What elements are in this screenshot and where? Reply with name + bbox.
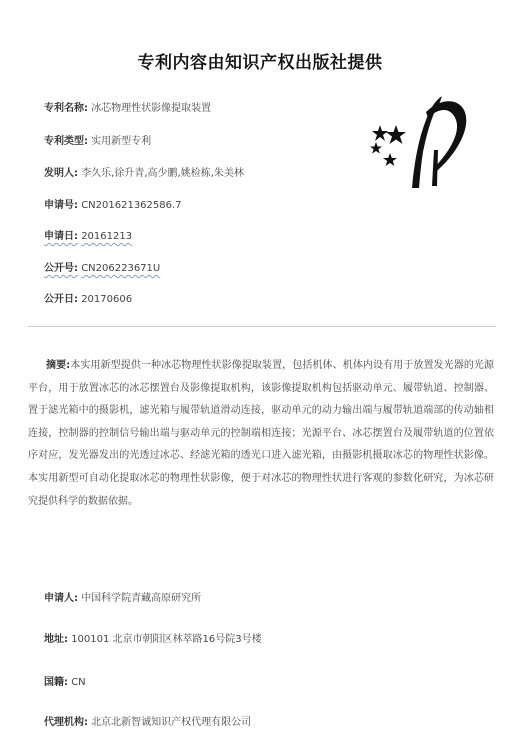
star-icon	[383, 153, 397, 166]
abstract-text: 本实用新型提供一种冰芯物理性状影像提取装置，包括机体、机体内设有用于放置发光器的光源平台，用于放置冰芯的冰芯摆置台及影像提取机构，该影像提取机构包括驱动单元、履带轨道、控制器、置于滤光箱中的摄影机，滤光箱与履带轨道滑动连接，驱动单元的动力输出端与履带轨道端部的传动轴相连接，控制器的控制信号输出端与驱动单元的控制端相连接；光源平台、冰芯摆置台及履带轨道的位置依序对应，发光器发出的光透过冰芯、经滤光箱的透光口进入滤光箱，由摄影机摄取冰芯的物理性状影像。本实用新型可自动化提取冰芯的物理性状影像，便于对冰芯的物理性状进行客观的参数化研究，为冰芯研究提供科学的数据依据。	[28, 360, 495, 507]
field-value: 李久乐,徐升青,高少鹏,姚检栋,朱美林	[81, 168, 244, 179]
field-label: 专利类型:	[44, 136, 88, 147]
field-agency	[44, 716, 251, 730]
field-patent-type	[44, 135, 151, 149]
field-value: 20170606	[81, 294, 133, 305]
field-value: 20161213	[81, 231, 133, 242]
field-label: 公开号:	[44, 263, 78, 274]
star-icon	[386, 125, 406, 144]
field-value: 实用新型专利	[91, 136, 152, 147]
field-nationality	[44, 676, 86, 690]
field-value: CN206223671U	[81, 263, 161, 274]
field-value: 100101 北京市朝阳区林萃路16号院3号楼	[71, 634, 262, 645]
field-inventors	[44, 167, 244, 181]
field-application-date	[44, 230, 132, 244]
field-label: 地址:	[44, 634, 68, 645]
field-application-number	[44, 199, 182, 213]
patent-office-logo-icon	[360, 90, 480, 190]
field-value: 冰芯物理性状影像提取装置	[91, 103, 212, 114]
star-icon	[370, 142, 382, 154]
abstract-paragraph	[28, 355, 494, 513]
field-value: 北京北新智诚知识产权代理有限公司	[91, 717, 252, 728]
field-label: 申请号:	[44, 200, 78, 211]
field-label: 申请人:	[44, 593, 78, 604]
field-label: 公开日:	[44, 294, 78, 305]
field-publication-date	[44, 293, 132, 307]
field-label: 国籍:	[44, 677, 68, 688]
field-publication-number	[44, 262, 160, 276]
field-patent-name	[44, 102, 211, 116]
field-value: 中国科学院青藏高原研究所	[81, 593, 202, 604]
page-title: 专利内容由知识产权出版社提供	[137, 53, 383, 73]
abstract-label: 摘要:	[46, 360, 71, 371]
field-address	[44, 633, 262, 647]
field-applicant	[44, 592, 201, 606]
field-label: 申请日:	[44, 231, 78, 242]
star-icon	[372, 125, 388, 141]
field-value: CN	[71, 677, 86, 688]
field-label: 代理机构:	[44, 717, 88, 728]
field-value: CN201621362586.7	[81, 200, 182, 211]
field-label: 专利名称:	[44, 103, 88, 114]
field-label: 发明人:	[44, 168, 78, 179]
section-divider	[28, 326, 496, 327]
